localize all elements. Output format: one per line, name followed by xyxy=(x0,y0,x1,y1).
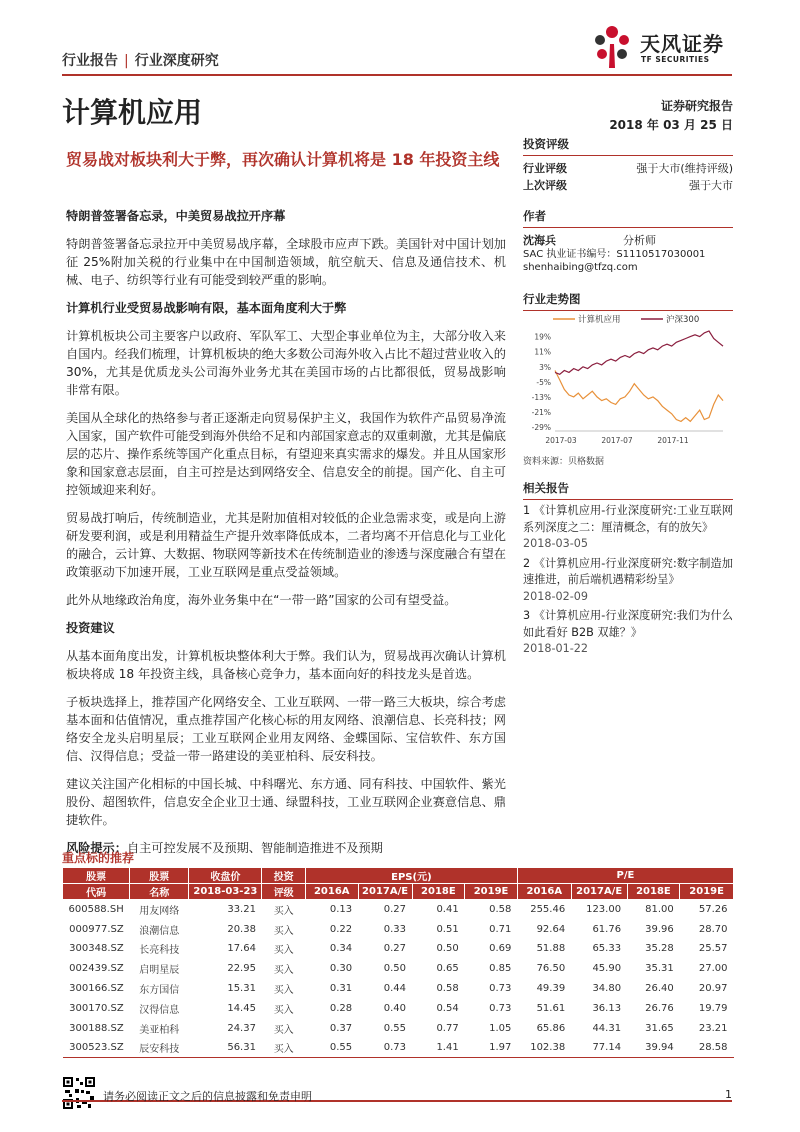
industry-trend-chart xyxy=(523,309,733,449)
x-tick-label: 2017-07 xyxy=(601,436,633,445)
page-title: 计算机应用 xyxy=(62,96,203,129)
table-cell: 77.14 xyxy=(571,1038,627,1058)
table-cell: 61.76 xyxy=(592,923,622,935)
qr-code-icon xyxy=(62,1076,96,1110)
table-cell: 0.22 xyxy=(329,923,353,935)
table-cell: 买入 xyxy=(273,985,294,997)
author-role: 分析师 xyxy=(623,234,656,247)
table-cell: 1.41 xyxy=(412,1038,465,1058)
table-cell: 26.40 xyxy=(645,983,674,995)
table-cell: 56.31 xyxy=(189,1038,262,1058)
related-reports xyxy=(523,480,733,658)
section-heading-1: 特朗普签署备忘录，中美贸易战拉开序幕 xyxy=(66,209,286,223)
related-header: 相关报告 xyxy=(523,480,733,500)
risk-label: 风险提示： xyxy=(66,841,127,855)
table-cell: 65.33 xyxy=(592,943,622,955)
header-stock: 股票 xyxy=(130,868,189,884)
report-type: 证券研究报告 xyxy=(660,99,733,113)
chart-legend xyxy=(553,314,699,325)
logo-english-name: TF SECURITIES xyxy=(641,55,710,64)
table-cell: 000977.SZ xyxy=(69,923,124,935)
table-cell: 255.46 xyxy=(530,904,566,916)
table-row xyxy=(63,900,734,920)
table-cell: 0.54 xyxy=(436,1002,459,1014)
table-cell: 1.97 xyxy=(465,1038,518,1058)
table-row xyxy=(63,1018,734,1038)
table-cell: 0.41 xyxy=(436,904,459,916)
table-cell: 启明星辰 xyxy=(139,965,180,977)
table-cell: 20.38 xyxy=(227,923,256,935)
paragraph-2: 计算机板块公司主要客户以政府、军队军工、大型企事业单位为主，大部分收入来自国内。经我们梳理，计算机板块的绝大多数公司海外收入占比不超过营业收入的 30%，尤其是优质龙头公司海外业务尤其在美国市场的占比都很低，贸易战影响非常有限。 xyxy=(66,329,506,397)
table-cell: 76.50 xyxy=(536,963,566,975)
legend-label-computer: 计算机应用 xyxy=(578,315,621,325)
y-tick-label: 11% xyxy=(534,347,551,357)
table-cell: 123.00 xyxy=(586,904,622,916)
logo-chinese-name: 天风证券 xyxy=(640,32,724,56)
table-cell: 20.97 xyxy=(698,983,728,995)
table-cell: 49.39 xyxy=(536,983,566,995)
header-stock: 股票 xyxy=(63,868,130,884)
table-row xyxy=(63,1038,734,1058)
header-close: 收盘价 xyxy=(189,868,262,884)
paragraph-4: 贸易战打响后，传统制造业，尤其是附加值相对较低的企业急需求变，或是向上游研发要利润，或是利用精益生产提升效率降低成本，二者均离不开信息化与工业化的融合，云计算、大数据、物联网等新技术在传统制造业的渗透与深度融合有望在政策驱动下加速开展，工业互联网是重点受益领域。 xyxy=(66,511,506,579)
table-cell: 14.45 xyxy=(227,1002,256,1014)
subheader-cell: 2019E xyxy=(680,884,734,900)
table-cell: 0.55 xyxy=(383,1022,407,1034)
table-cell: 0.40 xyxy=(383,1002,407,1014)
table-cell: 27.00 xyxy=(698,963,728,975)
author-section xyxy=(523,208,733,274)
prev-rating-label: 上次评级 xyxy=(523,178,567,192)
related-report-1[interactable] xyxy=(523,503,733,553)
table-cell: 300348.SZ xyxy=(69,943,124,955)
recommended-stocks-table xyxy=(62,867,734,1058)
table-cell: 57.26 xyxy=(698,904,728,916)
related-report-date: 2018-03-05 xyxy=(523,537,589,550)
subheader-cell: 评级 xyxy=(262,884,305,900)
y-tick-label: 19% xyxy=(534,332,551,342)
table-cell: 0.50 xyxy=(383,963,407,975)
subheader-cell: 2017A/E xyxy=(358,884,412,900)
table-cell: 0.73 xyxy=(358,1038,412,1058)
table-cell: 美亚柏科 xyxy=(139,1024,180,1036)
paragraph-7: 子板块选择上，推荐国产化网络安全、工业互联网、一带一路三大板块，综合考虑基本面和估值情况，重点推荐国产化核心标的用友网络、浪潮信息、长亮科技；网络安全龙头启明星辰；工业互联网企业用友网络、金蝶国际、宝信软件、东方国信、汉得信息；受益一带一路建设的美亚柏科、辰安科技。 xyxy=(66,695,506,763)
table-cell: 0.77 xyxy=(436,1022,459,1034)
table-cell: 36.13 xyxy=(592,1002,622,1014)
industry-rating-value: 强于大市(维持评级) xyxy=(636,161,733,175)
subheader-cell: 2016A xyxy=(517,884,571,900)
table-row xyxy=(63,919,734,939)
table-cell: 1.05 xyxy=(489,1022,512,1034)
rating-section xyxy=(523,136,733,193)
table-cell: 0.51 xyxy=(436,923,459,935)
table-cell: 300188.SZ xyxy=(69,1022,124,1034)
y-axis xyxy=(532,333,551,432)
table-cell: 51.88 xyxy=(536,943,566,955)
table-cell: 22.95 xyxy=(227,963,256,975)
paragraph-8: 建议关注国产化相标的中国长城、中科曙光、东方通、同有科技、中国软件、紫光股份、超图软件，信息安全企业卫士通、绿盟科技，工业互联网企业赛意信息、鼎捷软件。 xyxy=(66,777,506,827)
subheader-cell: 2016A xyxy=(305,884,358,900)
risk-text: 自主可控发展不及预期、智能制造推进不及预期 xyxy=(126,841,383,855)
page-number: 1 xyxy=(725,1088,732,1101)
tf-securities-logo xyxy=(588,22,738,70)
table-cell: 19.79 xyxy=(698,1002,728,1014)
table-cell: 0.69 xyxy=(489,943,512,955)
table-cell: 0.73 xyxy=(489,983,512,995)
legend-label-csi300: 沪深300 xyxy=(666,315,700,325)
y-tick-label: -29% xyxy=(531,423,551,432)
table-cell: 买入 xyxy=(273,945,294,957)
related-report-date: 2018-02-09 xyxy=(523,589,589,603)
category-label: 行业报告 xyxy=(62,53,118,69)
series-line-csi300 xyxy=(555,331,723,374)
chart-lines xyxy=(555,331,723,421)
table-cell: 汉得信息 xyxy=(139,1004,180,1016)
table-cell: 24.37 xyxy=(227,1022,256,1034)
logo-flower-icon xyxy=(588,22,636,70)
table-row xyxy=(63,959,734,979)
table-cell: 102.38 xyxy=(517,1038,571,1058)
table-cell: 0.28 xyxy=(329,1002,353,1014)
table-cell: 浪潮信息 xyxy=(139,925,180,937)
author-email: shenhaibing@tfzq.com xyxy=(523,262,638,273)
chart-source: 资料来源：贝格数据 xyxy=(523,457,605,467)
table-cell: 33.21 xyxy=(227,904,256,916)
industry-rating-row xyxy=(523,159,733,176)
table-row xyxy=(63,979,734,999)
table-cell: 300170.SZ xyxy=(69,1002,124,1014)
table-cell: 0.50 xyxy=(436,943,459,955)
table-cell: 东方国信 xyxy=(139,985,180,997)
table-cell: 0.33 xyxy=(383,923,407,935)
table-cell: 0.71 xyxy=(489,923,512,935)
paragraph-6: 从基本面角度出发，计算机板块整体利大于弊。我们认为，贸易战再次确认计算机板块将成 18 年投资主线，具备核心竞争力，基本面向好的科技龙头是首选。 xyxy=(66,649,506,681)
table-cell: 用友网络 xyxy=(139,906,180,918)
table-cell: 长亮科技 xyxy=(139,945,180,957)
table-cell: 35.28 xyxy=(645,943,674,955)
table-cell: 买入 xyxy=(273,965,294,977)
related-report-date: 2018-01-22 xyxy=(523,642,589,655)
subcategory-label: 行业深度研究 xyxy=(134,53,219,69)
author-row xyxy=(523,232,733,248)
table-header-row-1 xyxy=(63,868,734,884)
table-row xyxy=(63,939,734,959)
section-heading-2: 计算机行业受贸易战影响有限，基本面角度利大于弊 xyxy=(66,301,347,315)
x-tick-label: 2017-03 xyxy=(545,436,577,445)
table-cell: 17.64 xyxy=(227,943,256,955)
paragraph-3: 美国从全球化的热络参与者正逐渐走向贸易保护主义，我国作为软件产品贸易净流入国家，国产软件可能受到海外供给不足和内部国家意志的双重刺激，尤其是偏底层的芯片、操作系统等国产化重点目标，有望迎来真实需求的爆发。并且从国家形象和国家意志层面，自主可控是达到网络安全、信息安全的前提。国产化、自主可控领域迎来利好。 xyxy=(66,411,506,497)
table-cell: 23.21 xyxy=(698,1022,728,1034)
table-cell: 0.13 xyxy=(329,904,353,916)
table-cell: 002439.SZ xyxy=(69,963,124,975)
table-cell: 0.44 xyxy=(383,983,407,995)
related-report-2[interactable] xyxy=(523,556,733,606)
subheader-cell: 2019E xyxy=(465,884,518,900)
table-cell: 0.31 xyxy=(329,983,353,995)
table-cell: 44.31 xyxy=(592,1022,622,1034)
table-cell: 辰安科技 xyxy=(130,1038,189,1058)
table-cell: 28.58 xyxy=(680,1038,734,1058)
related-report-title: 2 《计算机应用-行业深度研究:数字制造加速推进，前后端机遇精彩纷呈》 xyxy=(523,556,733,586)
paragraph-1: 特朗普签署备忘录拉开中美贸易战序幕，全球股市应声下跌。美国针对中国计划加征 25%附加关税的行业集中在中国制造领域，航空航天、信息及通信技术、机械、电子、纺织等行业有可能受到较严重的影响。 xyxy=(66,237,506,287)
x-tick-label: 2017-11 xyxy=(657,436,689,445)
table-cell: 买入 xyxy=(273,1004,294,1016)
prev-rating-row xyxy=(523,176,733,193)
y-tick-label: -21% xyxy=(531,407,551,417)
report-category xyxy=(62,50,219,70)
table-cell: 15.31 xyxy=(227,983,256,995)
y-tick-label: -13% xyxy=(531,392,551,402)
table-title: 重点标的推荐 xyxy=(62,851,135,865)
table-cell: 300166.SZ xyxy=(69,983,124,995)
y-tick-label: 3% xyxy=(539,362,551,372)
series-line-computer xyxy=(555,371,723,422)
table-cell: 0.27 xyxy=(383,943,407,955)
table-cell: 买入 xyxy=(262,1038,305,1058)
subheader-cell: 2018-03-23 xyxy=(189,884,262,900)
table-header-row-2 xyxy=(63,884,734,900)
table-body xyxy=(63,900,734,1058)
table-cell: 0.73 xyxy=(489,1002,512,1014)
section-heading-3: 投资建议 xyxy=(66,621,115,635)
table-cell: 39.94 xyxy=(627,1038,680,1058)
table-cell: 买入 xyxy=(273,1024,294,1036)
subheader-cell: 名称 xyxy=(130,884,189,900)
table-cell: 92.64 xyxy=(536,923,566,935)
table-cell: 81.00 xyxy=(645,904,674,916)
table-cell: 34.80 xyxy=(592,983,622,995)
table-cell: 51.61 xyxy=(536,1002,566,1014)
author-name: 沈海兵 xyxy=(523,234,556,247)
report-headline: 贸易战对板块利大于弊，再次确认计算机将是 18 年投资主线 xyxy=(66,150,500,169)
header-pe: P/E xyxy=(517,868,733,884)
table-cell: 65.86 xyxy=(536,1022,566,1034)
table-cell: 0.85 xyxy=(489,963,512,975)
prev-rating-value: 强于大市 xyxy=(689,178,733,192)
industry-rating-label: 行业评级 xyxy=(523,161,567,175)
subheader-cell: 2017A/E xyxy=(571,884,627,900)
trend-chart-svg xyxy=(523,309,733,449)
subheader-cell: 2018E xyxy=(627,884,680,900)
table-cell: 0.30 xyxy=(329,963,353,975)
y-tick-label: -5% xyxy=(536,377,551,387)
table-cell: 0.65 xyxy=(436,963,459,975)
author-header: 作者 xyxy=(523,208,733,228)
report-body xyxy=(66,207,506,867)
related-report-title: 3 《计算机应用-行业深度研究:我们为什么如此看好 B2B 双雄？》 xyxy=(523,609,733,639)
table-cell: 31.65 xyxy=(645,1022,674,1034)
table-cell: 25.57 xyxy=(698,943,728,955)
x-axis xyxy=(545,431,723,445)
table-cell: 26.76 xyxy=(645,1002,674,1014)
trend-section xyxy=(523,291,733,311)
header-eps: EPS(元) xyxy=(305,868,517,884)
report-date: 2018 年 03 月 25 日 xyxy=(609,118,733,132)
table-cell: 0.27 xyxy=(383,904,407,916)
subheader-cell: 代码 xyxy=(63,884,130,900)
header-rule xyxy=(62,74,732,76)
related-report-3[interactable] xyxy=(523,608,733,658)
table-cell: 0.37 xyxy=(329,1022,353,1034)
table-cell: 600588.SH xyxy=(68,904,124,916)
table-row xyxy=(63,998,734,1018)
rating-header: 投资评级 xyxy=(523,136,733,156)
table-cell: 28.70 xyxy=(698,923,728,935)
table-cell: 35.31 xyxy=(645,963,674,975)
table-cell: 买入 xyxy=(273,906,294,918)
table-cell: 0.58 xyxy=(489,904,512,916)
table-cell: 买入 xyxy=(273,925,294,937)
footer-disclaimer: 请务必阅读正文之后的信息披露和免责申明 xyxy=(103,1090,312,1103)
paragraph-5: 此外从地缘政治角度，海外业务集中在“一带一路”国家的公司有望受益。 xyxy=(66,593,457,607)
trend-header: 行业走势图 xyxy=(523,291,733,311)
subheader-cell: 2018E xyxy=(412,884,465,900)
table-cell: 39.96 xyxy=(645,923,674,935)
category-separator: | xyxy=(124,53,129,69)
table-cell: 300523.SZ xyxy=(63,1038,130,1058)
table-cell: 45.90 xyxy=(592,963,622,975)
header-invest: 投资 xyxy=(262,868,305,884)
author-license: SAC 执业证书编号：S1110517030001 xyxy=(523,249,706,260)
table-cell: 0.34 xyxy=(329,943,353,955)
table-cell: 0.58 xyxy=(436,983,459,995)
table-cell: 0.55 xyxy=(305,1038,358,1058)
related-report-title: 1 《计算机应用-行业深度研究:工业互联网系列深度之二：厘清概念，有的放矢》 xyxy=(523,504,733,534)
